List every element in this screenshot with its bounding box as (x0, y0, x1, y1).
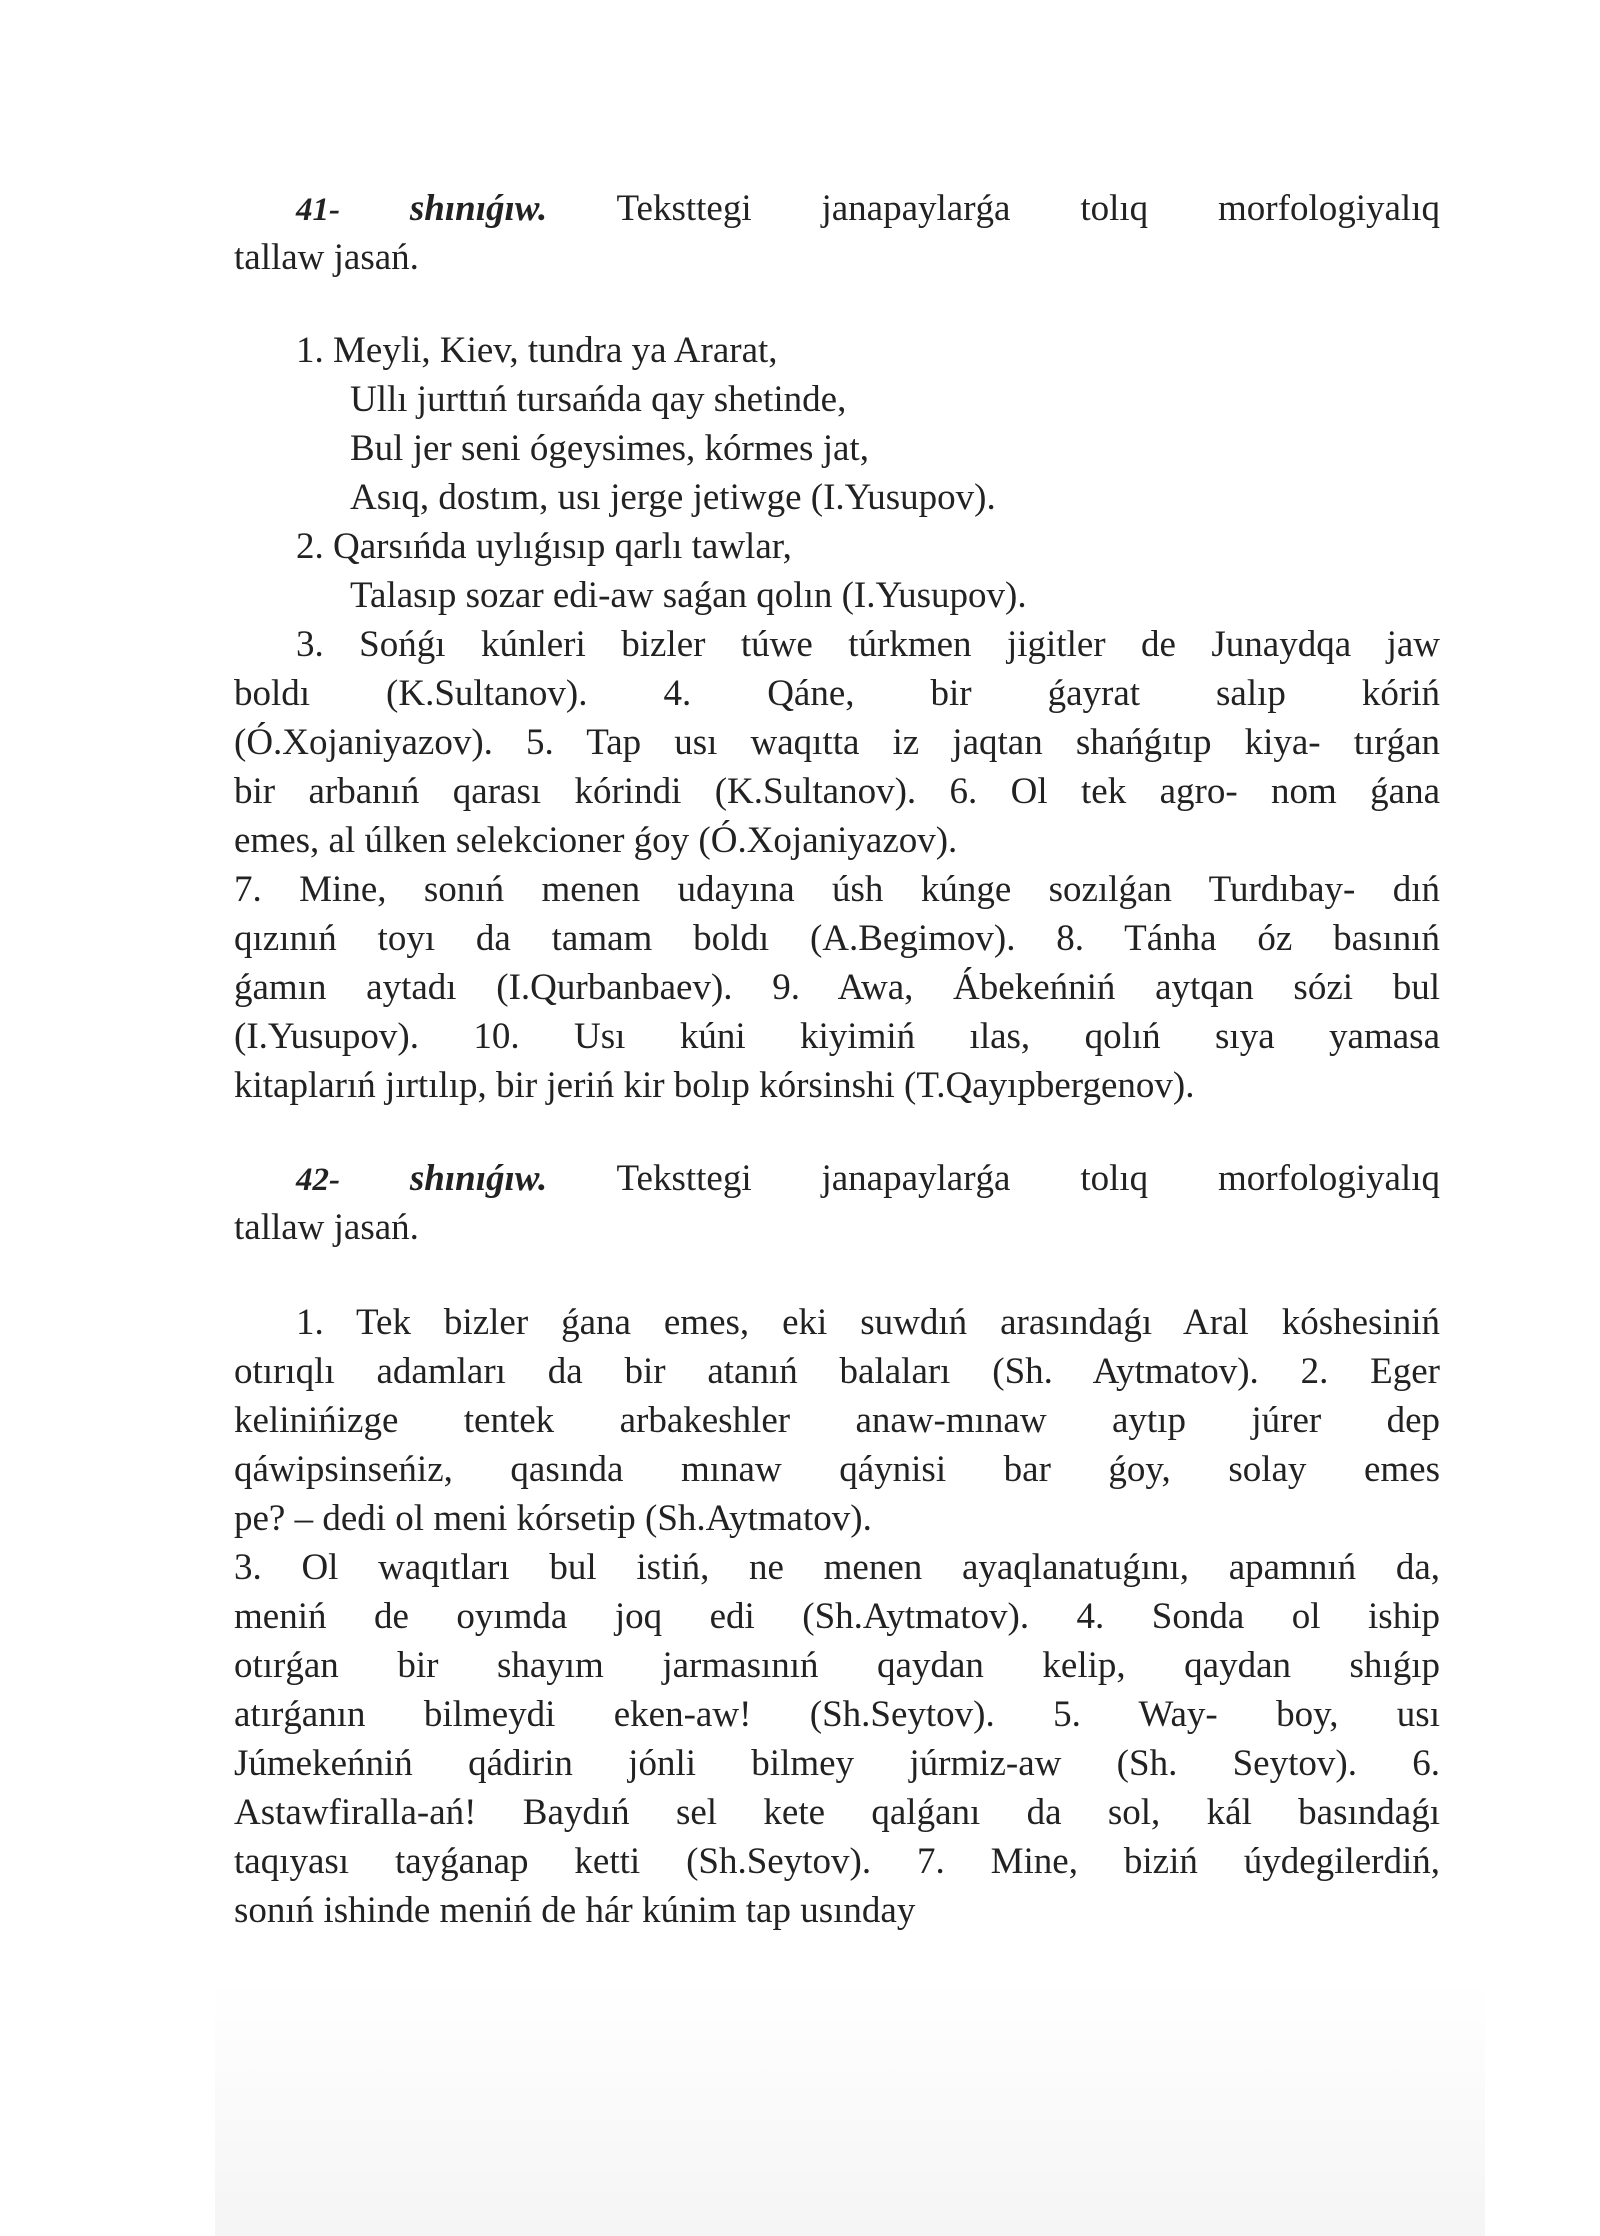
exercise-41-word: shınıǵıw. (409, 188, 548, 229)
exercise-42-word: shınıǵıw. (409, 1158, 548, 1199)
ex41-line: Talasıp sozar edi-aw saǵan qolın (I.Yusupov). (350, 575, 1027, 616)
ex41-line: emes, al úlken selekcioner ǵoy (Ó.Xojaniyazov). (234, 820, 958, 861)
ex42-line: meniń de oyımda joq edi (Sh.Aytmatov). 4. Sonda ol iship (234, 1596, 1440, 1637)
ex42-line: taqıyası tayǵanap ketti (Sh.Seytov). 7. Mine, biziń úydegilerdiń, (234, 1841, 1440, 1882)
ex41-line: (Ó.Xojaniyazov). 5. Tap usı waqıtta iz jaqtan shańǵıtıp kiya- tırǵan (234, 722, 1440, 763)
ex42-line: pe? – dedi ol meni kórsetip (Sh.Aytmatov). (234, 1498, 872, 1539)
ex42-line: 1. Tek bizler ǵana emes, eki suwdıń arasındaǵı Aral kóshesiniń (296, 1302, 1440, 1343)
ex41-line: bir arbanıń qarası kórindi (K.Sultanov). 6. Ol tek agro- nom ǵana (234, 771, 1440, 812)
exercise-41-heading (234, 184, 1440, 233)
exercise-42-heading (234, 1154, 1440, 1203)
page-shadow (215, 1980, 1485, 2236)
ex41-line: (I.Yusupov). 10. Usı kúni kiyimiń ılas, qolıń sıya yamasa (234, 1016, 1440, 1057)
exercise-42-number: 42- (296, 1162, 340, 1198)
ex41-line: 2. Qarsıńda uylıǵısıp qarlı tawlar, (296, 526, 792, 567)
ex41-line: Asıq, dostım, usı jerge jetiwge (I.Yusupov). (350, 477, 996, 518)
exercise-41-number: 41- (296, 192, 340, 228)
ex41-line: 1. Meyli, Kiev, tundra ya Ararat, (296, 330, 778, 371)
exercise-42-task-cont: tallaw jasań. (234, 1207, 419, 1248)
ex41-line: qızınıń toyı da tamam boldı (A.Begimov). 8. Tánha óz basınıń (234, 918, 1440, 959)
ex41-line: kitaplarıń jırtılıp, bir jeriń kir bolıp kórsinshi (T.Qayıpbergenov). (234, 1065, 1195, 1106)
exercise-42-task: Teksttegi janapaylarǵa tolıq morfologiyalıq (616, 1158, 1440, 1199)
ex42-line: kelinińizge tentek arbakeshler anaw-mınaw aytıp júrer dep (234, 1400, 1440, 1441)
page-content (234, 184, 1440, 1935)
ex42-line: qáwipsinseńiz, qasında mınaw qáynisi bar ǵoy, solay emes (234, 1449, 1440, 1490)
ex42-line: Astawfiralla-ań! Baydıń sel kete qalǵanı da sol, kál basındaǵı (234, 1792, 1440, 1833)
exercise-41-task-cont: tallaw jasań. (234, 237, 419, 278)
ex42-line: sonıń ishinde meniń de hár kúnim tap usınday (234, 1890, 916, 1931)
ex41-line: 7. Mine, sonıń menen udayına úsh kúnge sozılǵan Turdıbay- dıń (234, 869, 1440, 910)
ex42-line: 3. Ol waqıtları bul istiń, ne menen ayaqlanatuǵını, apamnıń da, (234, 1547, 1440, 1588)
ex41-line: Ullı jurttıń tursańda qay shetinde, (350, 379, 847, 420)
exercise-41-task: Teksttegi janapaylarǵa tolıq morfologiyalıq (616, 188, 1440, 229)
ex41-line: Bul jer seni ógeysimes, kórmes jat, (350, 428, 869, 469)
ex42-line: atırǵanın bilmeydi eken-aw! (Sh.Seytov). 5. Way- boy, usı (234, 1694, 1440, 1735)
ex41-line: 3. Sońǵı kúnleri bizler túwe túrkmen jigitler de Junaydqa jaw (296, 624, 1440, 665)
ex42-line: otırıqlı adamları da bir atanıń balaları (Sh. Aytmatov). 2. Eger (234, 1351, 1440, 1392)
ex41-line: boldı (K.Sultanov). 4. Qáne, bir ǵayrat salıp kóriń (234, 673, 1440, 714)
ex42-line: Júmekeńniń qádirin jónli bilmey júrmiz-aw (Sh. Seytov). 6. (234, 1743, 1440, 1784)
ex42-line: otırǵan bir shayım jarmasınıń qaydan kelip, qaydan shıǵıp (234, 1645, 1440, 1686)
ex41-line: ǵamın aytadı (I.Qurbanbaev). 9. Awa, Ábekeńniń aytqan sózi bul (234, 967, 1440, 1008)
